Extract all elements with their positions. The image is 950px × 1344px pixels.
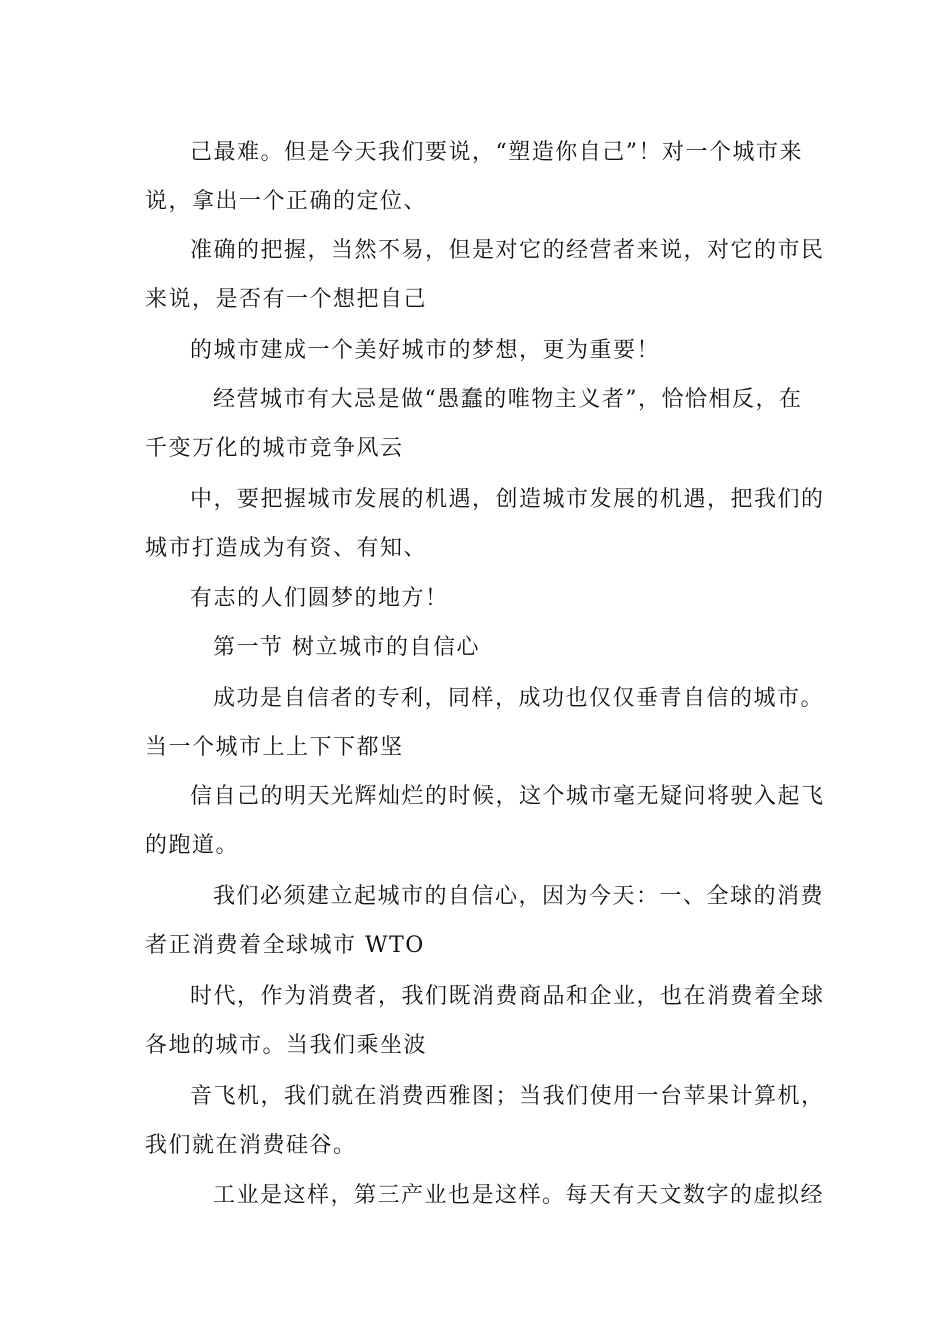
text-line: 者正消费着全球城市 WTO bbox=[145, 933, 425, 958]
text-line: 的城市建成一个美好城市的梦想，更为重要！ bbox=[190, 338, 661, 363]
text-line: 我们必须建立起城市的自信心，因为今天：一、全球的消费 bbox=[213, 884, 825, 909]
text-line: 千变万化的城市竞争风云 bbox=[145, 436, 404, 461]
text-line: 城市打造成为有资、有知、 bbox=[145, 536, 428, 561]
text-line: 音飞机，我们就在消费西雅图；当我们使用一台苹果计算机， bbox=[190, 1084, 825, 1109]
text-line: 当一个城市上上下下都坚 bbox=[145, 735, 404, 760]
text-line: 准确的把握，当然不易，但是对它的经营者来说，对它的市民 bbox=[190, 238, 825, 263]
text-line: 经营城市有大忌是做“愚蠢的唯物主义者”，恰恰相反，在 bbox=[213, 387, 803, 412]
section-heading: 第一节 树立城市的自信心 bbox=[213, 635, 480, 660]
text-line: 己最难。但是今天我们要说，“塑造你自己”！对一个城市来 bbox=[190, 140, 803, 165]
text-line: 的跑道。 bbox=[145, 833, 240, 858]
text-line: 工业是这样，第三产业也是这样。每天有天文数字的虚拟经 bbox=[213, 1183, 825, 1208]
text-line: 有志的人们圆梦的地方！ bbox=[190, 586, 449, 611]
text-line: 我们就在消费硅谷。 bbox=[145, 1133, 357, 1158]
text-line: 时代，作为消费者，我们既消费商品和企业，也在消费着全球 bbox=[190, 984, 825, 1009]
text-line: 说，拿出一个正确的定位、 bbox=[145, 189, 428, 214]
text-line: 来说，是否有一个想把自己 bbox=[145, 287, 428, 312]
text-line: 各地的城市。当我们乘坐波 bbox=[145, 1033, 428, 1058]
text-line: 中，要把握城市发展的机遇，创造城市发展的机遇，把我们的 bbox=[190, 487, 825, 512]
text-line: 信自己的明天光辉灿烂的时候，这个城市毫无疑问将驶入起飞 bbox=[190, 784, 825, 809]
text-line: 成功是自信者的专利，同样，成功也仅仅垂青自信的城市。 bbox=[213, 686, 825, 711]
